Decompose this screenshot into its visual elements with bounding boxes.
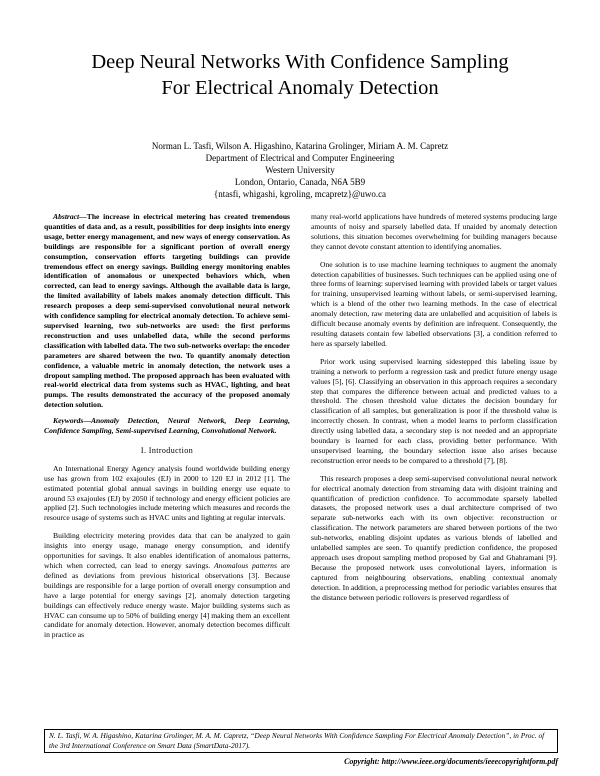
keywords-label: Keywords— <box>53 416 91 426</box>
emails: {ntasfi, whigashi, kgroling, mcapretz}@uwo.ca <box>213 189 387 199</box>
abstract-text: The increase in electrical metering has created tremendous quantities of data and, as a result, possibilities for deep insights into energy usage, better energy management, and new ways of energy conservation. As buildings are responsible for a significant portion of overall energy consumption, conservation efforts targeting buildings can provide tremendous effect on energy savings. Building energy monitoring enables identification of anomalous or unexpected behaviors which, when corrected, can lead to energy savings. Although the available data is large, the limited availability of labels makes anomaly detection difficult. This research proposes a deep semi-supervised convolutional neural network with confidence sampling for electrical anomaly detection. To achieve semi-supervised learning, two sub-networks are used: the first performs reconstruction and uses unlabelled data, while the second performs classification with labelled data. The two sub-networks overlap: the encoder parameters are shared between the two. To quantify anomaly detection confidence, a valuable metric in anomaly detection, the network uses a dropout sampling method. The proposed approach has been evaluated with real-world electrical data from systems such as HVAC, lighting, and heat pumps. The results demonstrated the accuracy of the proposed anomaly detection solution. <box>44 212 290 410</box>
citation-box: N. L. Tasfi, W. A. Higashino, Katarina Grolinger, M. A. M. Capretz, “Deep Neural Networks With Confidence Sampling For Electrical Anomaly Detection”, in Proc. of the 3rd International Conference on Smart Data (SmartData-2017). <box>44 729 558 753</box>
author-block <box>40 140 560 200</box>
copyright-link[interactable]: Copyright: http://www.ieee.org/documents/ieeecopyrightform.pdf <box>344 757 558 766</box>
abstract <box>44 212 290 410</box>
right-paragraph-1: many real-world applications have hundreds of metered systems producing large amounts of noisy and sparsely labelled data. If unaided by anomaly detection solutions, this situation becomes overwhelming for building managers because they cannot devote constant attention to identifying anomalies. <box>311 212 557 251</box>
keywords-text: Anomaly Detection, Neural Network, Deep Learning, Confidence Sampling, Semi-supervised Learning, Convolutional Network. <box>44 416 290 436</box>
title-line-1: Deep Neural Networks With Confidence Sampling <box>91 51 509 73</box>
right-paragraph-3: Prior work using supervised learning sidestepped this labeling issue by training a network to perform a regression task and predict future energy usage values [5], [6]. Classifying an observation in this approach requires a secondary step that compares the difference between actual and predicted values to a threshold. The chosen threshold value dictates the decision boundary for classification of all samples, but generalization is poor if the threshold value is incorrectly chosen. In contrast, when a model learns to perform classification directly using labelled data, a secondary step is not needed and an appropriate boundary is learned for each class, providing better performance. With unsupervised learning, the boundary selection issue also arises because reconstruction error needs to be compared to a threshold [7], [8]. <box>311 356 557 465</box>
university: Western University <box>265 165 335 175</box>
right-column <box>311 212 557 611</box>
department: Department of Electrical and Computer Engineering <box>205 153 395 163</box>
right-paragraph-4: This research proposes a deep semi-supervised convolutional neural network for electrical anomaly detection from streaming data with disjoint training and quantification of prediction confidence. To accommodate sparsely labelled datasets, the proposed network uses a dual architecture comprised of two separate sub-networks each with its own objective: reconstruction or classification. The network parameters are shared between portions of the two sub-networks, enabling disjoint updates as various blends of labelled and unlabelled samples are seen. To quantify prediction confidence, the proposed approach uses dropout sampling method proposed by Gal and Ghahramani [9]. Because the proposed network uses convolutional layers, information is captured from neighbouring observations, enabling contextual anomaly detection. In addition, a preprocessing method for periodic variables ensures that the distance between periodic rollovers is preserved regardless of <box>311 473 557 602</box>
location: London, Ontario, Canada, N6A 5B9 <box>234 177 366 187</box>
keywords <box>44 416 290 436</box>
section-heading-introduction: I. Introduction <box>140 445 194 455</box>
intro-paragraph-1: An International Energy Agency analysis found worldwide building energy use has grown from 102 exajoules (EJ) in 2000 to 120 EJ in 2012 [1]. The estimated potential global annual savings in building energy use equate to around 53 exajoules (EJ) by 2050 if technology and energy efficient policies are applied [2]. Such technologies include metering which measures and records the resource usage of systems such as HVAC units and lighting at regular intervals. <box>44 463 290 523</box>
title-line-2: For Electrical Anomaly Detection <box>161 77 439 99</box>
intro-p2-part-a: Building electricity metering provides data that can be analyzed to gain insights into energy usage, manage energy consumption, and identify opportunities for savings. It also enables identification of anomalous patterns, which when corrected, can lead to energy savings. <box>44 531 290 570</box>
paper-title <box>40 49 560 101</box>
abstract-label: Abstract— <box>53 212 87 221</box>
left-column <box>44 212 290 648</box>
right-paragraph-2: One solution is to use machine learning techniques to augment the anomaly detection capabilities of businesses. Such techniques can be applied using one of three forms of learning: supervised learning with provided labels or target values for training, unsupervised learning without labels, or semi-supervised learning, which is a blend of the other two learning methods. In the case of electrical anomaly detection, raw metering data are unlabelled and acquisition of labels is difficult because anomaly events by definition are infrequent. Consequently, the resulting datasets contain few labelled observations [3], a condition referred to here as sparsely labelled. <box>311 259 557 348</box>
intro-paragraph-2 <box>44 531 290 640</box>
intro-p2-emphasis: Anomalous patterns <box>214 561 277 570</box>
intro-p2-part-b: are defined as deviations from previous historical observations [3]. Because buildings are responsible for a large portion of overall energy consumption and have a large potential for energy savings [2], anomaly detection targeting buildings can effectively reduce energy waste. Major building systems such as HVAC can consume up to 50% of building energy [4] making them an excellent candidate for anomaly detection. However, anomaly detection becomes difficult in practice as <box>44 561 291 640</box>
author-names: Norman L. Tasfi, Wilson A. Higashino, Katarina Grolinger, Miriam A. M. Capretz <box>151 141 449 151</box>
